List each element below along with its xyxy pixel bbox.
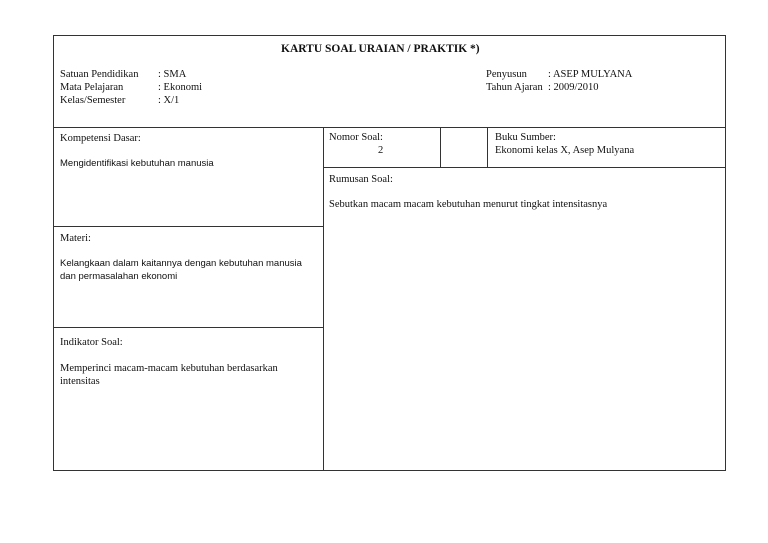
rumusan-divider — [323, 167, 725, 168]
field-label-tahun: Tahun Ajaran — [486, 82, 543, 93]
kompetensi-value: Mengidentifikasi kebutuhan manusia — [60, 158, 214, 169]
field-label-penyusun: Penyusun — [486, 69, 527, 80]
materi-value-line2: dan permasalahan ekonomi — [60, 271, 178, 282]
materi-divider — [54, 327, 323, 328]
indikator-value-line2: intensitas — [60, 376, 100, 387]
field-value-satuan: : SMA — [158, 69, 187, 80]
kompetensi-divider — [54, 226, 323, 227]
buku-divider — [487, 127, 488, 167]
question-card — [53, 35, 726, 471]
nomor-soal-label: Nomor Soal: — [329, 132, 383, 143]
indikator-value-line1: Memperinci macam-macam kebutuhan berdasarkan — [60, 363, 278, 374]
field-label-mapel: Mata Pelajaran — [60, 82, 124, 93]
main-column-divider — [323, 127, 324, 470]
nomor-divider — [440, 127, 441, 167]
buku-sumber-value: Ekonomi kelas X, Asep Mulyana — [495, 145, 635, 156]
card-title: KARTU SOAL URAIAN / PRAKTIK *) — [281, 43, 480, 55]
field-value-tahun: : 2009/2010 — [548, 82, 599, 93]
rumusan-value: Sebutkan macam macam kebutuhan menurut tingkat intensitasnya — [329, 199, 608, 210]
field-value-mapel: : Ekonomi — [158, 82, 203, 93]
field-value-kelas: : X/1 — [158, 95, 180, 106]
indikator-label: Indikator Soal: — [60, 337, 123, 348]
kompetensi-label: Kompetensi Dasar: — [60, 133, 141, 144]
field-value-penyusun: : ASEP MULYANA — [548, 69, 633, 80]
rumusan-label: Rumusan Soal: — [329, 174, 393, 185]
field-label-satuan: Satuan Pendidikan — [60, 69, 139, 80]
nomor-soal-value: 2 — [378, 145, 384, 156]
materi-label: Materi: — [60, 233, 91, 244]
field-label-kelas: Kelas/Semester — [60, 95, 126, 106]
buku-sumber-label: Buku Sumber: — [495, 132, 556, 143]
materi-value-line1: Kelangkaan dalam kaitannya dengan kebutuhan manusia — [60, 258, 302, 269]
header-divider — [54, 127, 725, 128]
